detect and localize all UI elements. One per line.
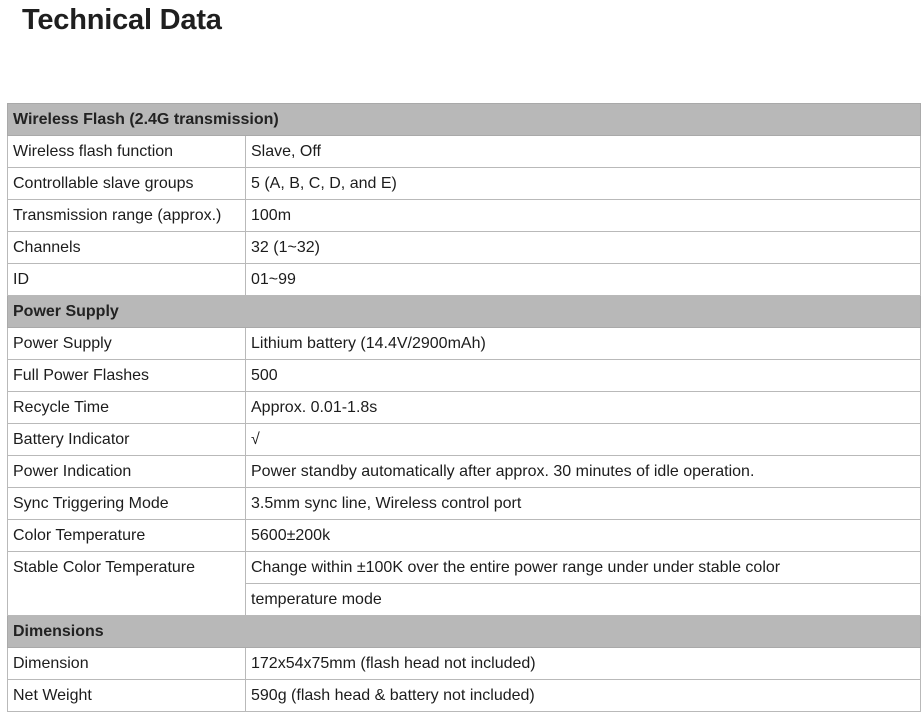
spec-value: 32 (1~32) xyxy=(246,232,921,264)
spec-label: Sync Triggering Mode xyxy=(8,488,246,520)
spec-label: Power Supply xyxy=(8,328,246,360)
spec-value: Lithium battery (14.4V/2900mAh) xyxy=(246,328,921,360)
spec-label: Stable Color Temperature xyxy=(8,552,246,616)
table-row xyxy=(8,392,921,424)
table-row xyxy=(8,488,921,520)
spec-value: Slave, Off xyxy=(246,136,921,168)
spec-value: 01~99 xyxy=(246,264,921,296)
spec-label: ID xyxy=(8,264,246,296)
spec-value: 5 (A, B, C, D, and E) xyxy=(246,168,921,200)
spec-value: 100m xyxy=(246,200,921,232)
spec-value: 500 xyxy=(246,360,921,392)
spec-label: Full Power Flashes xyxy=(8,360,246,392)
table-row xyxy=(8,232,921,264)
section-title: Wireless Flash (2.4G transmission) xyxy=(8,104,921,136)
section-header-wireless-flash xyxy=(8,104,921,136)
spec-label: Dimension xyxy=(8,648,246,680)
spec-value: Power standby automatically after approx. 30 minutes of idle operation. xyxy=(246,456,921,488)
spec-label: Controllable slave groups xyxy=(8,168,246,200)
section-title: Power Supply xyxy=(8,296,921,328)
technical-data-table xyxy=(7,103,921,712)
table-row xyxy=(8,136,921,168)
section-header-power-supply xyxy=(8,296,921,328)
spec-label: Net Weight xyxy=(8,680,246,712)
table-row xyxy=(8,264,921,296)
spec-label: Channels xyxy=(8,232,246,264)
spec-value-continuation: temperature mode xyxy=(246,584,921,616)
spec-label: Wireless flash function xyxy=(8,136,246,168)
spec-label: Battery Indicator xyxy=(8,424,246,456)
spec-label: Color Temperature xyxy=(8,520,246,552)
page-title: Technical Data xyxy=(22,4,222,36)
section-title: Dimensions xyxy=(8,616,921,648)
section-header-dimensions xyxy=(8,616,921,648)
spec-label: Recycle Time xyxy=(8,392,246,424)
table-row xyxy=(8,168,921,200)
spec-label: Power Indication xyxy=(8,456,246,488)
table-row xyxy=(8,328,921,360)
spec-value: Approx. 0.01-1.8s xyxy=(246,392,921,424)
table-row xyxy=(8,648,921,680)
table-row xyxy=(8,680,921,712)
table-row xyxy=(8,360,921,392)
spec-value: 172x54x75mm (flash head not included) xyxy=(246,648,921,680)
spec-value: 590g (flash head & battery not included) xyxy=(246,680,921,712)
table-row xyxy=(8,456,921,488)
table-row xyxy=(8,424,921,456)
spec-label: Transmission range (approx.) xyxy=(8,200,246,232)
table-row xyxy=(8,200,921,232)
table-row xyxy=(8,520,921,552)
spec-value: 5600±200k xyxy=(246,520,921,552)
spec-value: Change within ±100K over the entire power range under under stable color xyxy=(246,552,921,584)
spec-value: 3.5mm sync line, Wireless control port xyxy=(246,488,921,520)
table-row xyxy=(8,552,921,584)
check-mark-icon: √ xyxy=(246,424,921,456)
